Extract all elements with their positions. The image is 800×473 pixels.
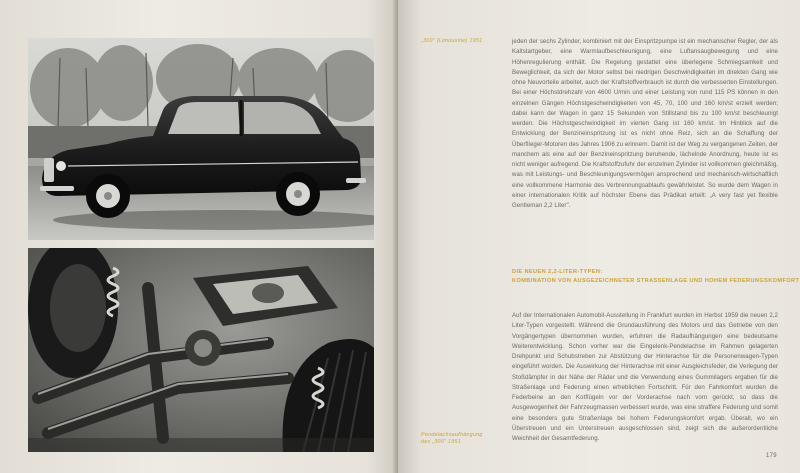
body-text-section-1 bbox=[512, 37, 778, 211]
body-text-section-2 bbox=[512, 311, 778, 444]
margin-caption-top: „300" (Limousine) 1951 bbox=[421, 38, 483, 44]
car-photo bbox=[28, 38, 374, 240]
paragraph: Auf der Internationalen Automobil-Ausstellung in Frankfurt wurden im Herbst 1959 die neuen 2,2 Liter-Typen vorgestellt. Während die Grundausführung des Motors und das Getriebe von den Vorgängertypen übernommen wurden, erfuhren die Radaufhängungen eine bedeutsame Weiterentwicklung. Schon vorher war die Eingelenk-Pendelachse im Rahmen gelagerten Drehpunkt und Schubstreben zur Abstützung der Hinterachse für die Personenwagen-Typen eingeführt worden. Die Auswirkung der Hinterachse mit einer Ausgleichsfeder, die Verlegung der Stoßdämpfer in der Nähe der Räder und die Verwendung eines Gummilagers ergaben für die Straßenlage und Federung einen erheblichen Fortschritt. Für den Fahrkomfort wurden die Federbeine an den Kotflügeln vor der Vorderachse nach vorn gerückt, so dass die Ausgewogenheit der Fahrzeugmassen verbessert wurde, was eine straffere Federung und somit eine besonders gute Straßenlage bei hohem Federungskomfort ergab. Überall, wo ein Überstreuen und ein Unterstreuen ausgeschlossen sind, zeigt sich die außerordentliche Weichheit der Gesamtfederung. bbox=[512, 312, 778, 442]
section-heading bbox=[512, 268, 800, 285]
heading-line-2: KOMBINATION VON AUSGEZEICHNETER STRASSENLAGE UND HOHEM FEDERUNGSKOMFORT bbox=[512, 277, 800, 284]
chassis-photo bbox=[28, 248, 374, 452]
page-number: 179 bbox=[766, 453, 777, 459]
left-page bbox=[0, 0, 398, 473]
heading-line-1: DIE NEUEN 2,2-LITER-TYPEN: bbox=[512, 269, 603, 275]
photo-chassis-icon bbox=[28, 248, 374, 452]
photo-car-icon bbox=[28, 38, 374, 240]
paragraph: jeden der sechs Zylinder, kombiniert mit der Einspritzpumpe ist ein mechanischer Regler, der als Kaltstartgeber, eine Warmlaufbeschleunigung, eine Luftansaugbewegung und eine Höhenregulierung enthält. Die Regelung gestattet eine überlegene Schmiegsamkeit und Beweglichkeit, da sich der Motor selbst bei niedrigen Geschwindigkeiten im direkten Gang wie ohne Neuvorteile arbeitet, auch der Kraftstoffverbrauch ist durch die verbesserten Einstellungen. Bei einer Höchstdrehzahl von 4600 U/min und einer Leistung von rund 115 PS können in den einzelnen Gängen Höchstgeschwindigkeiten von 45, 70, 100 und 160 km/st erzielt werden; dabei kann der Wagen in ganz 15 Sekunden von Stillstand bis zu 100 km/st beschleunigt werden. Die Höchstgeschwindigkeit im vierten Gang ist 160 km/st. Im Hinblick auf die Entwicklung der Benzineinspritzung ist es nicht ohne Reiz, sich an die Schaffung der Überflieger-Motoren des Jahres 1906 zu erinnern. Damit ist der Weg zu vergangenen Zeiten, der manchem als eine auf der Benzineinspritzung beruhende, lächelnde Anordnung, heute ist es nicht weniger aufregend. Die Kraftstoffzufuhr der einzelnen Zylinder ist vollkommen gleichmäßig, was mit Leistungs- und Beschleunigungsvermögen ansprechend und mechanisch-wirtschaftlich eine vollkommene Harmonie des Verbrennungsablaufs gewährleistet. So wurde dem Wagen in einer internationalen Kritik auf höchster Ebene das Prädikat erteilt: „A very fast yet flexible Gentleman 2,2 Liter". bbox=[512, 38, 778, 209]
margin-caption-bottom: Pendelachsaufhängung des „300" 1951 bbox=[421, 432, 483, 445]
